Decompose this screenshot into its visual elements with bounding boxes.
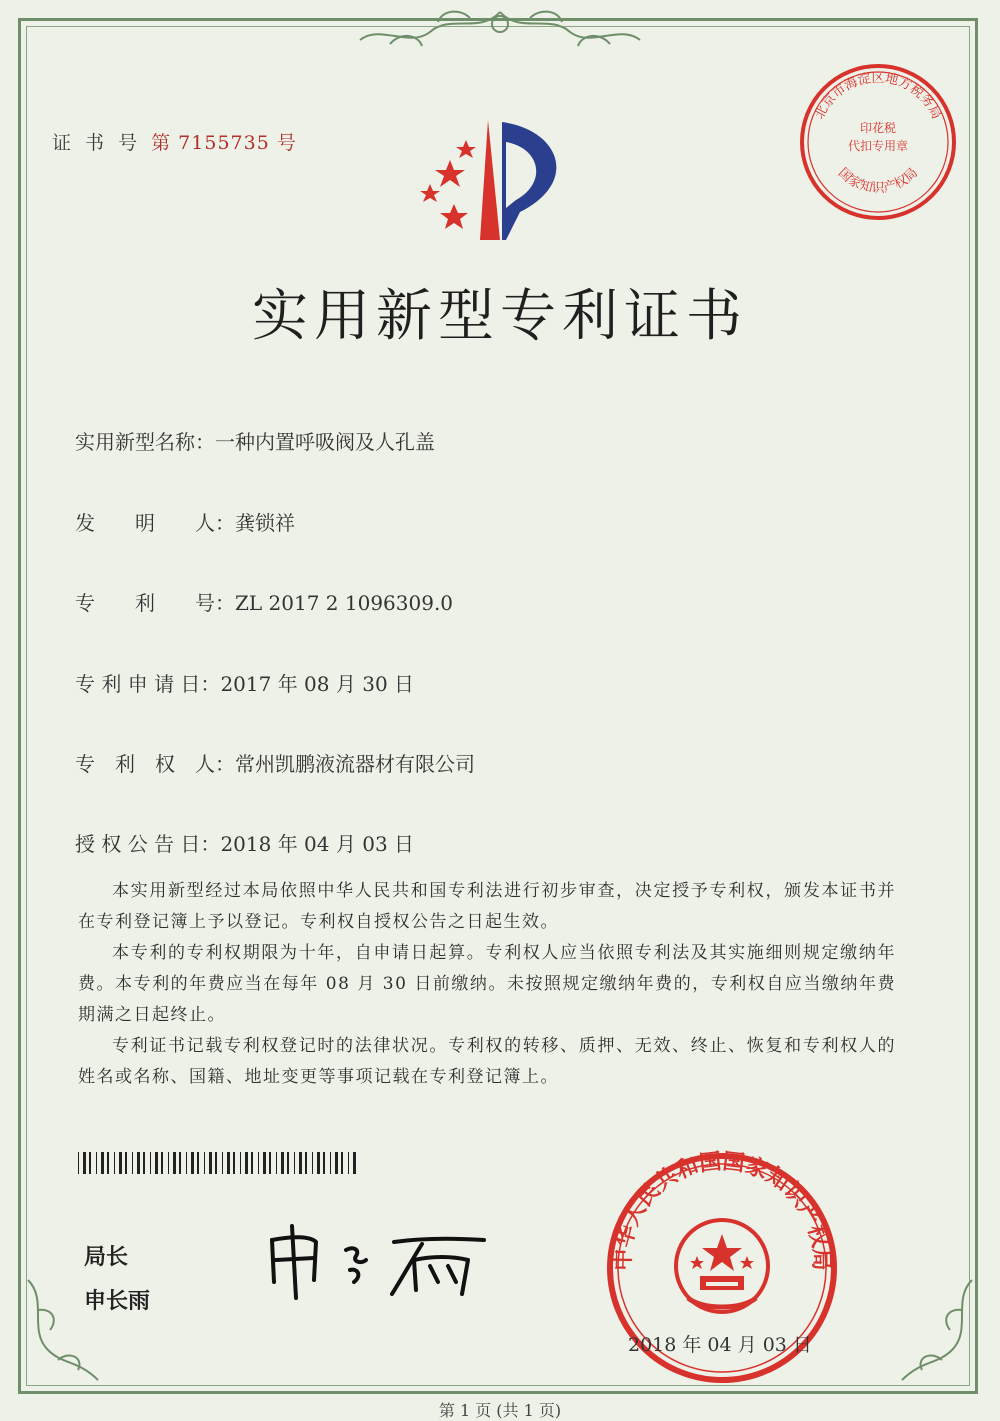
body-paragraph: 本实用新型经过本局依照中华人民共和国专利法进行初步审查，决定授予专利权，颁发本证书并在专利登记簿上予以登记。专利权自授权公告之日起生效。 bbox=[78, 881, 896, 932]
certificate-number bbox=[52, 128, 297, 155]
certificate-number-value: 第 7155735 号 bbox=[151, 132, 297, 154]
cnipa-logo-icon bbox=[410, 112, 580, 247]
page-number: 第 1 页 (共 1 页) bbox=[438, 1401, 562, 1420]
body-paragraph: 专利证书记载专利权登记时的法律状况。专利权的转移、质押、无效、终止、恢复和专利权人的姓名或名称、国籍、地址变更等事项记载在专利登记簿上。 bbox=[78, 1036, 896, 1087]
director-signature bbox=[262, 1220, 502, 1300]
field-label: 授 权 公 告 日： bbox=[75, 832, 221, 856]
field-patent-number bbox=[75, 587, 453, 616]
field-value: 龚锁祥 bbox=[235, 511, 295, 535]
national-emblem-icon bbox=[676, 1220, 768, 1312]
field-label: 发 明 人： bbox=[75, 511, 235, 535]
field-inventor bbox=[75, 507, 295, 536]
director-title: 局长 bbox=[84, 1245, 129, 1270]
bottom-right-ornament bbox=[892, 1270, 982, 1390]
seal-date: 2018 年 04 月 03 日 bbox=[628, 1334, 812, 1356]
body-paragraph: 本专利的专利权期限为十年，自申请日起算。专利权人应当依照专利法及其实施细则规定缴纳年费。本专利的年费应当在每年 08 月 30 日前缴纳。未按照规定缴纳年费的，专利权自应当缴纳年费期满之日起终止。 bbox=[78, 943, 896, 1025]
certificate-body bbox=[78, 876, 896, 1093]
tax-stamp-line1: 印花税 bbox=[859, 121, 897, 135]
official-seal-ring-text: 中华人民共和国国家知识产权局 bbox=[610, 1149, 834, 1271]
field-value: 常州凯鹏液流器材有限公司 bbox=[235, 752, 475, 776]
tax-stamp bbox=[796, 60, 960, 224]
certificate-title: 实用新型专利证书 bbox=[252, 284, 748, 349]
field-utility-model-name bbox=[75, 426, 435, 455]
certificate-number-label: 证 书 号 bbox=[52, 132, 142, 154]
director-name: 申长雨 bbox=[84, 1289, 151, 1314]
field-value: ZL 2017 2 1096309.0 bbox=[235, 591, 454, 615]
field-value: 2017 年 08 月 30 日 bbox=[220, 672, 415, 696]
svg-text:国家知识产权局 bbox=[835, 165, 921, 196]
field-grant-date bbox=[75, 828, 414, 857]
field-label: 专 利 号： bbox=[75, 591, 235, 615]
field-label: 专 利 申 请 日： bbox=[75, 672, 221, 696]
field-label: 专 利 权 人： bbox=[75, 752, 235, 776]
tax-stamp-line2: 代扣专用章 bbox=[847, 139, 909, 153]
barcode-icon bbox=[78, 1152, 360, 1174]
field-value: 2018 年 04 月 03 日 bbox=[220, 832, 415, 856]
field-patentee bbox=[75, 748, 475, 777]
top-ornament bbox=[330, 4, 670, 56]
tax-stamp-bottom-text: 国家知识产权局 bbox=[834, 165, 922, 196]
svg-text:北京市海淀区地方税务局 bbox=[812, 70, 944, 121]
field-label: 实用新型名称： bbox=[75, 430, 215, 454]
field-application-date bbox=[75, 668, 414, 697]
field-value: 一种内置呼吸阀及人孔盖 bbox=[215, 430, 435, 454]
tax-stamp-ring-text: 北京市海淀区地方税务局 bbox=[812, 71, 944, 122]
